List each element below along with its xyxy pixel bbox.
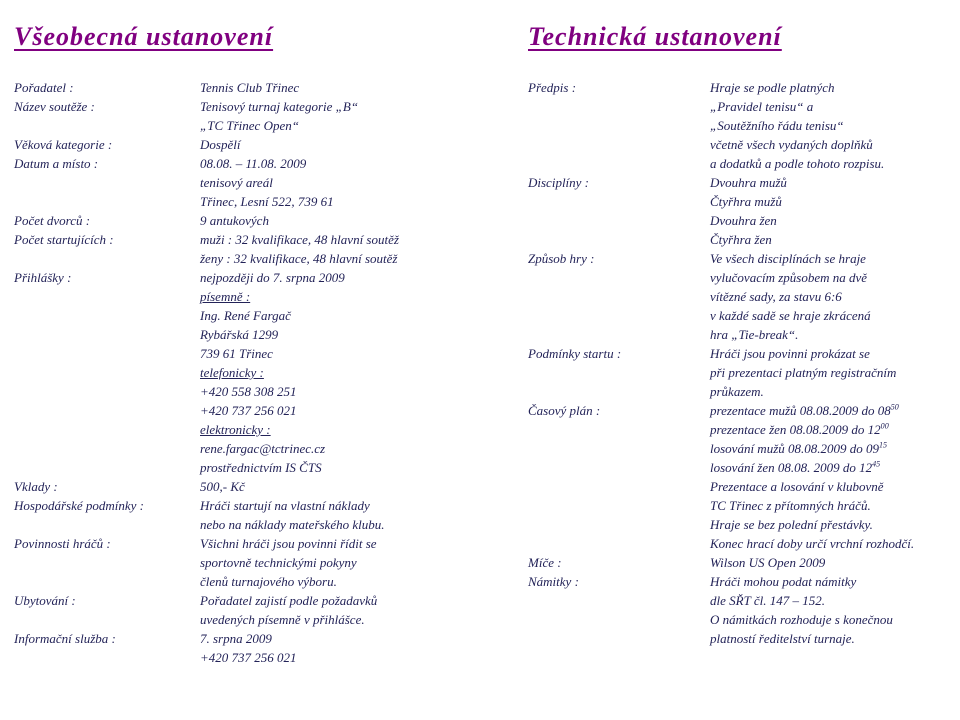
row-label: Počet dvorců :: [14, 212, 91, 228]
row-value-line: Hráči mohou podat námitky: [710, 573, 857, 589]
row-label: Počet startujících :: [14, 231, 114, 247]
row-label: Informační služba :: [14, 630, 116, 646]
row-value-line: prezentace mužů 08.08.2009 do $08^{50}$: [710, 402, 899, 418]
provision-row: [528, 401, 954, 553]
time-superscript: 00: [880, 421, 889, 431]
row-label: Ubytování :: [14, 592, 76, 608]
row-value: [200, 154, 480, 211]
row-value-line: hra „Tie-break“.: [710, 326, 799, 342]
row-value-line: Čtyřhra žen: [710, 231, 772, 247]
row-label: Předpis :: [528, 79, 577, 95]
provision-row: [528, 78, 954, 173]
provision-row: [528, 344, 954, 401]
row-value-line: 500,- Kč: [200, 478, 245, 494]
provision-row: [14, 78, 480, 97]
row-value-line: členů turnajového výboru.: [200, 573, 337, 589]
row-value: [200, 230, 480, 268]
row-value-line: Hraje se bez polední přestávky.: [710, 516, 873, 532]
time-superscript: 15: [879, 440, 888, 450]
row-value-line: Dospělí: [200, 136, 241, 152]
row-value-line: sportovně technickými pokyny: [200, 554, 357, 570]
row-value: [200, 268, 480, 477]
row-value-line: 08.08. – 11.08. 2009: [200, 155, 307, 171]
row-value-line: včetně všech vydaných doplňků: [710, 136, 873, 152]
row-value-line: vylučovacím způsobem na dvě: [710, 269, 868, 285]
row-value-line: Hráči jsou povinni prokázat se: [710, 345, 870, 361]
row-value-line: +420 737 256 021: [200, 402, 297, 418]
row-value: [200, 534, 480, 591]
row-value-line: a dodatků a podle tohoto rozpisu.: [710, 155, 885, 171]
provision-row: [14, 135, 480, 154]
row-value-line-underlined: telefonicky :: [200, 364, 264, 380]
row-value-line: Ing. René Fargač: [200, 307, 291, 323]
row-label: Věková kategorie :: [14, 136, 113, 152]
row-value-line: vítězné sady, za stavu 6:6: [710, 288, 842, 304]
row-value: [710, 344, 954, 401]
row-value-line: +420 737 256 021: [200, 649, 297, 665]
provision-row: [14, 268, 480, 477]
row-value-line: O námitkách rozhoduje s konečnou: [710, 611, 893, 627]
time-superscript: 50: [890, 402, 899, 412]
row-label: Hospodářské podmínky :: [14, 497, 144, 513]
row-label: Způsob hry :: [528, 250, 595, 266]
row-value-line: Hráči startují na vlastní náklady: [200, 497, 370, 513]
row-value-line: 7. srpna 2009: [200, 630, 272, 646]
row-value-line-underlined: elektronicky :: [200, 421, 271, 437]
row-label: Povinnosti hráčů :: [14, 535, 111, 551]
row-value-line: losování žen 08.08. 2009 do $12^{45}$: [710, 459, 881, 475]
row-value-line: Pořadatel zajistí podle požadavků: [200, 592, 378, 608]
row-value: [710, 572, 954, 648]
row-label: Časový plán :: [528, 402, 601, 418]
row-value: [200, 211, 480, 230]
provision-row: [528, 173, 954, 249]
row-value-line: Dvouhra žen: [710, 212, 777, 228]
row-label: Vklady :: [14, 478, 58, 494]
row-value: [710, 401, 954, 553]
row-value-line: „TC Třinec Open“: [200, 117, 299, 133]
row-value-line: Všichni hráči jsou povinni řídit se: [200, 535, 377, 551]
row-value-line: Prezentace a losování v klubovně: [710, 478, 884, 494]
row-value: [200, 629, 480, 667]
technical-provisions-section: [528, 22, 954, 648]
row-value: [200, 591, 480, 629]
row-value-line: v každé sadě se hraje zkrácená: [710, 307, 871, 323]
row-value-line: Konec hrací doby určí vrchní rozhodčí.: [710, 535, 915, 551]
row-value-line: dle SŘT čl. 147 – 152.: [710, 592, 825, 608]
general-provisions-section: [14, 22, 480, 667]
row-label: Podmínky startu :: [528, 345, 622, 361]
provision-row: [14, 154, 480, 211]
row-value-line: nejpozději do 7. srpna 2009: [200, 269, 345, 285]
row-value: [200, 496, 480, 534]
row-value: [200, 477, 480, 496]
row-value: [710, 173, 954, 249]
row-value-line: Tennis Club Třinec: [200, 79, 300, 95]
technical-provisions-rows: [528, 78, 954, 648]
row-value-line: Wilson US Open 2009: [710, 554, 826, 570]
row-value-line: Hraje se podle platných: [710, 79, 835, 95]
row-value-line: nebo na náklady mateřského klubu.: [200, 516, 385, 532]
provision-row: [528, 572, 954, 648]
row-label: Název soutěže :: [14, 98, 95, 114]
row-value-line: průkazem.: [710, 383, 764, 399]
provision-row: [14, 496, 480, 534]
row-label: Míče :: [528, 554, 562, 570]
row-value-line: při prezentaci platným registračním: [710, 364, 897, 380]
row-label: Přihlášky :: [14, 269, 72, 285]
general-provisions-rows: [14, 78, 480, 667]
row-value-line: Třinec, Lesní 522, 739 61: [200, 193, 334, 209]
row-value-line: „Soutěžního řádu tenisu“: [710, 117, 844, 133]
provision-row: [14, 591, 480, 629]
provision-row: [528, 553, 954, 572]
row-value-line: Tenisový turnaj kategorie „B“: [200, 98, 359, 114]
row-value: [710, 249, 954, 344]
provision-row: [14, 230, 480, 268]
row-label: Námitky :: [528, 573, 579, 589]
row-value-line-underlined: písemně :: [200, 288, 251, 304]
provision-row: [14, 97, 480, 135]
row-value-line: 9 antukových: [200, 212, 269, 228]
row-label: Disciplíny :: [528, 174, 590, 190]
row-value-line: losování mužů 08.08.2009 do $09^{15}$: [710, 440, 888, 456]
provision-row: [14, 534, 480, 591]
row-value-line: Ve všech disciplínách se hraje: [710, 250, 866, 266]
section-title-technical: Technická ustanovení: [528, 22, 782, 51]
provision-row: [528, 249, 954, 344]
row-value-line: ženy : 32 kvalifikace, 48 hlavní soutěž: [200, 250, 398, 266]
provision-row: [14, 211, 480, 230]
row-value: [200, 97, 480, 135]
row-label: Datum a místo :: [14, 155, 99, 171]
row-value: [710, 553, 954, 572]
row-value-line: muži : 32 kvalifikace, 48 hlavní soutěž: [200, 231, 399, 247]
row-value-line: prezentace žen 08.08.2009 do $12^{00}$: [710, 421, 889, 437]
row-value-line: platností ředitelství turnaje.: [710, 630, 855, 646]
row-value-line: +420 558 308 251: [200, 383, 297, 399]
provision-row: [14, 477, 480, 496]
row-value-line: 739 61 Třinec: [200, 345, 273, 361]
row-value: [200, 78, 480, 97]
row-value-line: uvedených písemně v přihlášce.: [200, 611, 365, 627]
row-value-line: Čtyřhra mužů: [710, 193, 782, 209]
row-value-line: tenisový areál: [200, 174, 273, 190]
row-value-line: Dvouhra mužů: [710, 174, 787, 190]
provision-row: [14, 629, 480, 667]
row-value-line: Rybářská 1299: [200, 326, 279, 342]
row-value: [710, 78, 954, 173]
time-superscript: 45: [872, 459, 881, 469]
row-value-line: „Pravidel tenisu“ a: [710, 98, 814, 114]
row-value-line: prostřednictvím IS ČTS: [200, 459, 322, 475]
section-title-general: Všeobecná ustanovení: [14, 22, 274, 51]
row-label: Pořadatel :: [14, 79, 74, 95]
row-value-line: rene.fargac@tctrinec.cz: [200, 440, 326, 456]
row-value-line: TC Třinec z přítomných hráčů.: [710, 497, 871, 513]
row-value: [200, 135, 480, 154]
